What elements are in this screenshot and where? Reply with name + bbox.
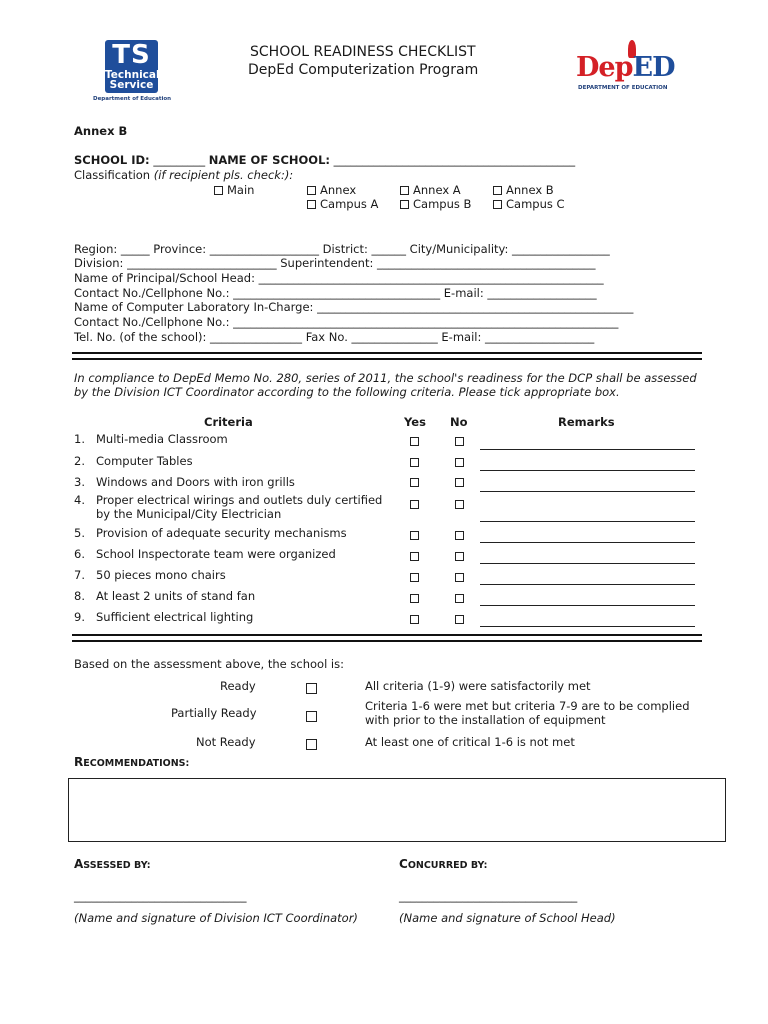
no-checkbox[interactable] xyxy=(455,500,464,509)
deped-logo-caption: DEPARTMENT OF EDUCATION xyxy=(578,85,668,91)
ts-logo-caption: Department of Education xyxy=(93,96,172,102)
assessed-caption: (Name and signature of Division ICT Coordinator) xyxy=(74,911,358,925)
recommendations-label xyxy=(74,755,189,769)
lab-contact-line[interactable]: Contact No./Cellphone No.: ___________________________________________________________________ xyxy=(74,315,619,329)
school-name-field[interactable]: __________________________________________ xyxy=(333,153,576,167)
assessed-signature-field[interactable]: ______________________________ xyxy=(74,889,247,903)
ts-logo-subtext xyxy=(105,70,158,90)
yes-header: Yes xyxy=(404,415,426,429)
tel-fax-line[interactable]: Tel. No. (of the school): ________________ Fax No. _______________ E-mail: ___________________ xyxy=(74,330,595,344)
row-number: 5. xyxy=(74,526,85,540)
assessed-rest: SSESSED BY: xyxy=(83,860,151,871)
yes-checkbox[interactable] xyxy=(410,531,419,540)
ts-logo-line1: Technical xyxy=(105,69,160,81)
concurred-signature-field[interactable]: _______________________________ xyxy=(399,889,578,903)
yes-checkbox[interactable] xyxy=(410,500,419,509)
no-checkbox[interactable] xyxy=(455,552,464,561)
compliance-text-2: by the Division ICT Coordinator according to the following criteria. Please tick appropriate box. xyxy=(74,385,620,399)
row-criterion: Windows and Doors with iron grills xyxy=(96,475,295,489)
yes-checkbox[interactable] xyxy=(410,478,419,487)
not-ready-checkbox[interactable] xyxy=(306,739,317,750)
status-description: Criteria 1-6 were met but criteria 7-9 are to be complied xyxy=(365,699,690,713)
checkbox-icon[interactable] xyxy=(493,200,502,209)
no-checkbox[interactable] xyxy=(455,615,464,624)
concurred-by-label xyxy=(399,857,487,871)
row-number: 8. xyxy=(74,589,85,603)
lab-incharge-line[interactable]: Name of Computer Laboratory In-Charge: _______________________________________________________ xyxy=(74,300,634,314)
assessed-initial: A xyxy=(74,857,84,871)
remarks-field[interactable] xyxy=(480,521,695,522)
yes-checkbox[interactable] xyxy=(410,437,419,446)
row-criterion: Computer Tables xyxy=(96,454,193,468)
yes-checkbox[interactable] xyxy=(410,573,419,582)
no-checkbox[interactable] xyxy=(455,531,464,540)
checkbox-icon[interactable] xyxy=(307,200,316,209)
remarks-header: Remarks xyxy=(558,415,615,429)
ts-logo xyxy=(105,40,158,93)
no-checkbox[interactable] xyxy=(455,458,464,467)
row-number: 6. xyxy=(74,547,85,561)
remarks-field[interactable] xyxy=(480,449,695,450)
option-label: Campus A xyxy=(320,197,379,211)
row-criterion-cont: by the Municipal/City Electrician xyxy=(96,507,282,521)
checkbox-icon[interactable] xyxy=(400,200,409,209)
option-label: Campus B xyxy=(413,197,472,211)
status-label: Ready xyxy=(220,679,256,693)
status-label: Not Ready xyxy=(196,735,256,749)
row-number: 4. xyxy=(74,493,85,507)
remarks-field[interactable] xyxy=(480,563,695,564)
deped-logo-part2: ED xyxy=(632,52,675,83)
checkbox-icon[interactable] xyxy=(400,186,409,195)
region-line[interactable]: Region: _____ Province: ___________________ District: ______ City/Municipality: _________________ xyxy=(74,242,610,256)
school-id-line xyxy=(74,153,575,167)
division-line[interactable]: Division: __________________________ Superintendent: ______________________________________ xyxy=(74,256,596,270)
assessed-by-label xyxy=(74,857,151,871)
row-criterion: Multi-media Classroom xyxy=(96,432,228,446)
classification-line xyxy=(74,168,293,182)
no-checkbox[interactable] xyxy=(455,594,464,603)
compliance-text-1: In compliance to DepEd Memo No. 280, series of 2011, the school's readiness for the DCP shall be assessed xyxy=(74,371,697,385)
row-number: 9. xyxy=(74,610,85,624)
form-subtitle: DepEd Computerization Program xyxy=(248,62,479,78)
ts-logo-line2: Service xyxy=(109,79,154,91)
deped-logo-text xyxy=(576,52,674,83)
recommendations-box[interactable] xyxy=(68,778,726,842)
annex-label: Annex B xyxy=(74,124,128,138)
no-checkbox[interactable] xyxy=(455,478,464,487)
option-campus-a[interactable] xyxy=(307,197,378,211)
classification-note: (if recipient pls. check:): xyxy=(153,168,294,182)
checkbox-icon[interactable] xyxy=(214,186,223,195)
no-header: No xyxy=(450,415,468,429)
status-description-cont: with prior to the installation of equipment xyxy=(365,713,606,727)
option-annex-a[interactable] xyxy=(400,183,461,197)
recommendations-rest: ECOMMENDATIONS: xyxy=(83,758,190,769)
section-divider xyxy=(72,352,702,360)
option-label: Annex A xyxy=(413,183,461,197)
remarks-field[interactable] xyxy=(480,626,695,627)
checkbox-icon[interactable] xyxy=(493,186,502,195)
option-label: Annex B xyxy=(506,183,554,197)
classification-label: Classification xyxy=(74,168,151,182)
remarks-field[interactable] xyxy=(480,605,695,606)
section-divider xyxy=(72,634,702,642)
status-description: All criteria (1-9) were satisfactorily met xyxy=(365,679,591,693)
row-number: 2. xyxy=(74,454,85,468)
deped-logo xyxy=(576,40,681,100)
option-label: Annex xyxy=(320,183,357,197)
option-label: Main xyxy=(227,183,255,197)
ts-logo-text: TS xyxy=(112,40,151,70)
option-annex-b[interactable] xyxy=(493,183,554,197)
status-label: Partially Ready xyxy=(171,706,257,720)
option-label: Campus C xyxy=(506,197,565,211)
option-campus-c[interactable] xyxy=(493,197,565,211)
school-name-label: NAME OF SCHOOL: xyxy=(208,153,331,167)
row-criterion: School Inspectorate team were organized xyxy=(96,547,336,561)
partially-ready-checkbox[interactable] xyxy=(306,711,317,722)
criteria-header: Criteria xyxy=(204,415,253,429)
row-criterion: 50 pieces mono chairs xyxy=(96,568,226,582)
ready-checkbox[interactable] xyxy=(306,683,317,694)
concurred-initial: C xyxy=(399,857,408,871)
no-checkbox[interactable] xyxy=(455,437,464,446)
row-criterion: At least 2 units of stand fan xyxy=(96,589,256,603)
row-criterion: Proper electrical wirings and outlets duly certified xyxy=(96,493,383,507)
row-number: 1. xyxy=(74,432,85,446)
option-main[interactable] xyxy=(214,183,254,197)
form-title: SCHOOL READINESS CHECKLIST xyxy=(250,44,476,60)
yes-checkbox[interactable] xyxy=(410,458,419,467)
no-checkbox[interactable] xyxy=(455,573,464,582)
option-annex[interactable] xyxy=(307,183,356,197)
remarks-field[interactable] xyxy=(480,542,695,543)
row-criterion: Sufficient electrical lighting xyxy=(96,610,254,624)
concurred-caption: (Name and signature of School Head) xyxy=(399,911,616,925)
yes-checkbox[interactable] xyxy=(410,615,419,624)
school-id-field[interactable]: _________ xyxy=(153,153,206,167)
yes-checkbox[interactable] xyxy=(410,594,419,603)
recommendations-initial: R xyxy=(74,755,84,769)
deped-logo-part1: Dep xyxy=(576,52,633,83)
yes-checkbox[interactable] xyxy=(410,552,419,561)
row-criterion: Provision of adequate security mechanisms xyxy=(96,526,347,540)
remarks-field[interactable] xyxy=(480,584,695,585)
concurred-rest: ONCURRED BY: xyxy=(407,860,488,871)
contact-email-line[interactable]: Contact No./Cellphone No.: ____________________________________ E-mail: ___________________ xyxy=(74,286,597,300)
row-number: 7. xyxy=(74,568,85,582)
checkbox-icon[interactable] xyxy=(307,186,316,195)
remarks-field[interactable] xyxy=(480,470,695,471)
status-description: At least one of critical 1-6 is not met xyxy=(365,735,575,749)
school-id-label: SCHOOL ID: xyxy=(74,153,150,167)
remarks-field[interactable] xyxy=(480,491,695,492)
row-number: 3. xyxy=(74,475,85,489)
principal-line[interactable]: Name of Principal/School Head: ____________________________________________________________ xyxy=(74,271,604,285)
option-campus-b[interactable] xyxy=(400,197,471,211)
assessment-intro: Based on the assessment above, the school is: xyxy=(74,657,344,671)
